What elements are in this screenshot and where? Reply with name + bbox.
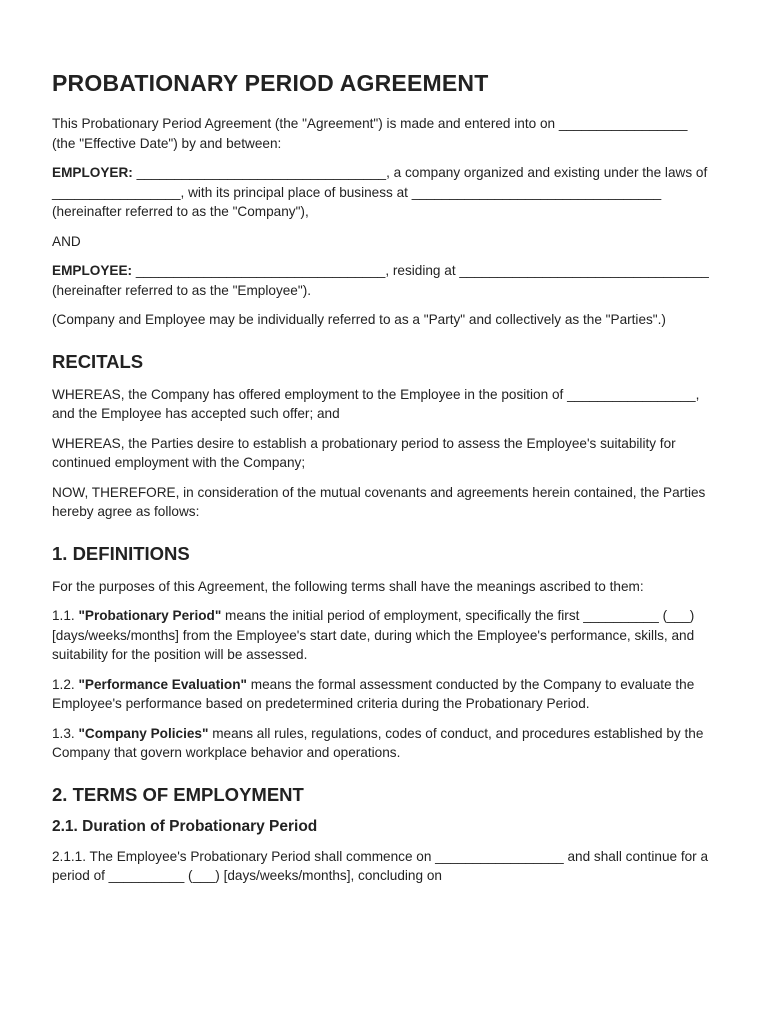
definition-item [52,606,712,665]
document-title: PROBATIONARY PERIOD AGREEMENT [52,70,489,96]
recital-paragraph: WHEREAS, the Parties desire to establish a probationary period to assess the Employee's suitability for continued employment with the Company; [52,435,676,470]
definition-number: 1.1. [52,608,79,623]
terms-heading: 2. TERMS OF EMPLOYMENT [52,783,304,805]
employer-text: _________________________________, a company organized and existing under the laws of _________________, with its principal place of business at _________________________________ (hereinafter referred to as the "Company"), [52,165,708,219]
definition-item [52,675,712,714]
recital-paragraph: WHEREAS, the Company has offered employment to the Employee in the position of _________________, and the Employee has accepted such offer; and [52,386,700,421]
definition-text: means all rules, regulations, codes of conduct, and procedures established by the Company that govern workplace behavior and operations. [52,725,704,760]
definition-term: "Probationary Period" [78,608,222,623]
definition-term: "Performance Evaluation" [78,676,247,692]
definition-item [52,724,712,763]
definition-text: means the formal assessment conducted by the Company to evaluate the Employee's performance based on predetermined criteria during the Probationary Period. [52,676,695,711]
definition-text: means the initial period of employment, specifically the first __________ (___) [days/weeks/months] from the Employee's start date, during which the Employee's performance, skills, and suitability for the position will be assessed. [52,608,695,662]
definition-number: 1.3. [52,725,79,741]
employee-text: _________________________________, residing at _________________________________ (hereinafter referred to as the "Employee"). [52,263,709,298]
employee-label: EMPLOYEE: [52,263,133,278]
and-text: AND [52,233,81,249]
document-page [52,70,712,896]
employer-label: EMPLOYER: [52,165,133,180]
parties-note: (Company and Employee may be individually referred to as a "Party" and collectively as the "Parties".) [52,312,666,327]
employer-paragraph [52,163,712,222]
duration-subheading: 2.1. Duration of Probationary Period [52,817,318,835]
employee-paragraph [52,261,712,300]
definition-term: "Company Policies" [78,725,209,741]
definitions-heading: 1. DEFINITIONS [52,542,190,564]
duration-paragraph: 2.1.1. The Employee's Probationary Period shall commence on _________________ and shall continue for a period of __________ (___) [days/weeks/months], concluding on [52,848,709,883]
recital-paragraph: NOW, THEREFORE, in consideration of the mutual covenants and agreements herein contained, the Parties hereby agree as follows: [52,484,706,519]
recitals-heading: RECITALS [52,350,144,372]
definitions-intro: For the purposes of this Agreement, the following terms shall have the meanings ascribed to them: [52,578,644,594]
definition-number: 1.2. [52,676,79,692]
intro-paragraph: This Probationary Period Agreement (the "Agreement") is made and entered into on _________________ (the "Effective Date") by and between: [52,116,688,151]
